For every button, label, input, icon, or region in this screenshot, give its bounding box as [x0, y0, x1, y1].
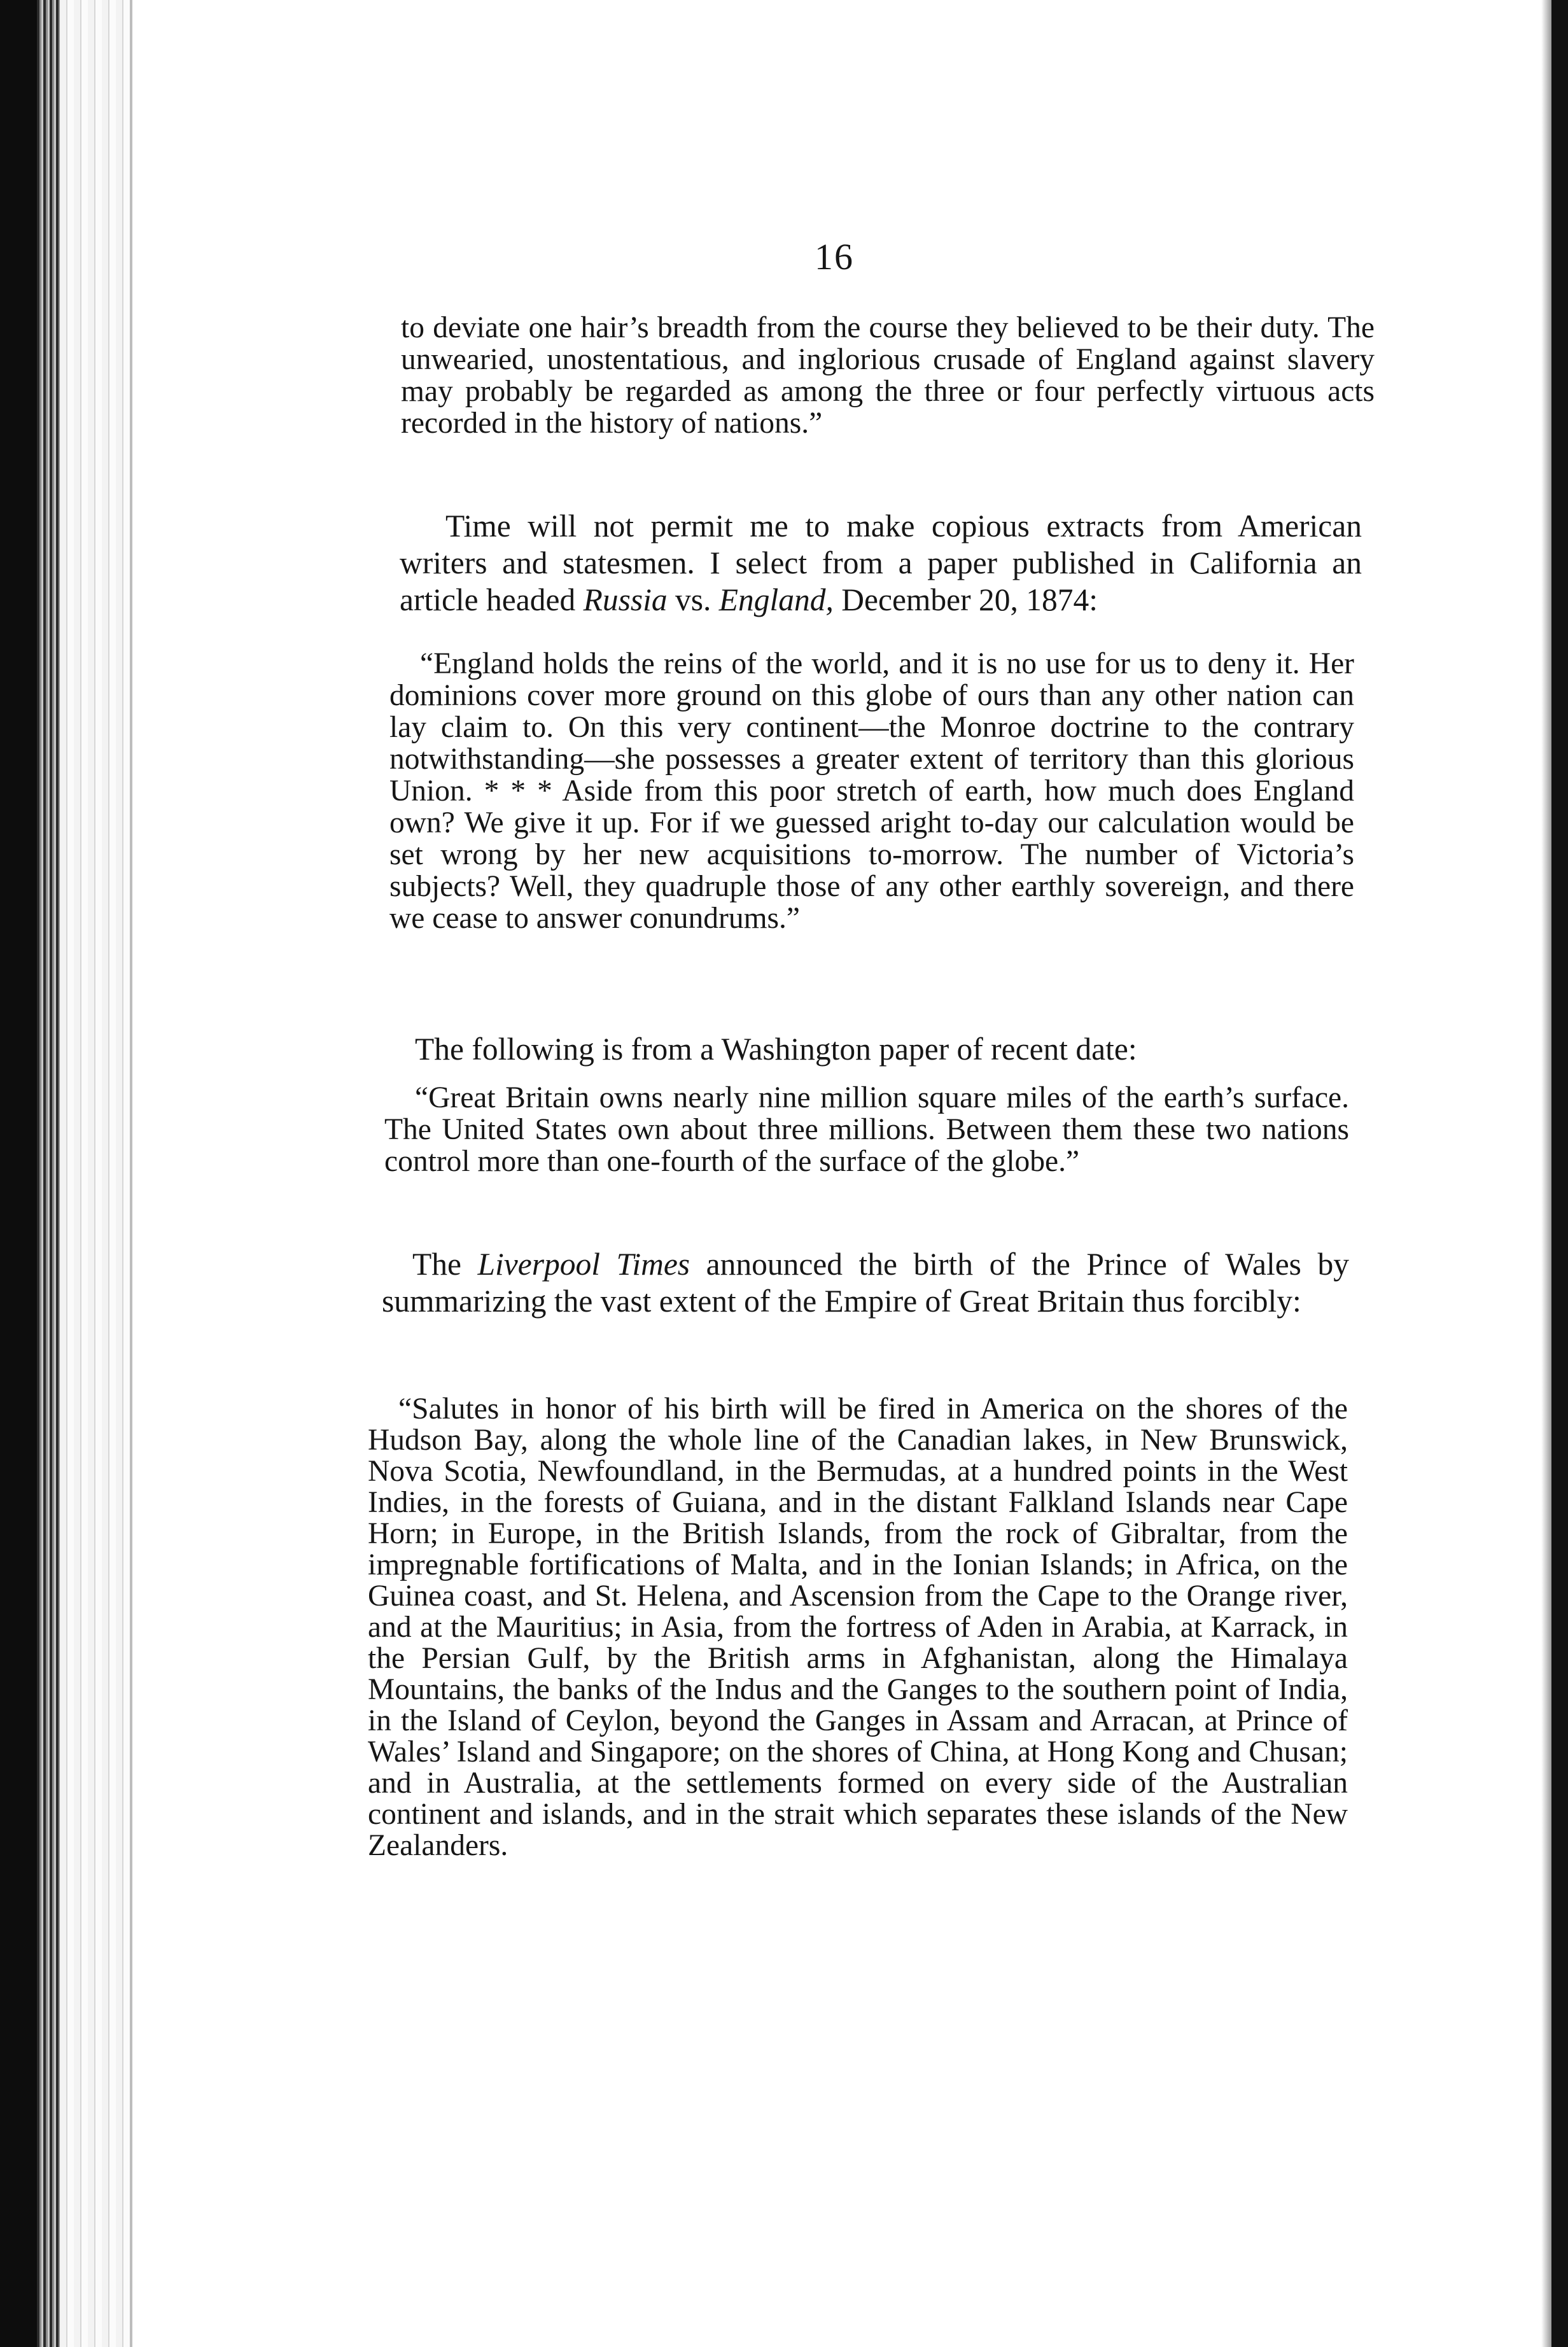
paragraph-quote-continuation: to deviate one hair’s breadth from the course they believed to be their duty. The unwearied, unostentatious, and inglorious crusade of England against slavery may probably be regarded as among the three or four perfectly virtuous acts recorded in the history of nations.” — [401, 311, 1375, 440]
scan-page-border — [130, 0, 132, 2347]
scan-binding-edge — [37, 0, 60, 2347]
scan-right-edge — [1551, 0, 1568, 2347]
paragraph-text: announced the birth of the Prince of Wales by summarizing the vast extent of the Empire of Great Britain thus forcibly: — [382, 1247, 1349, 1319]
scan-right-shadow — [1541, 0, 1551, 2347]
page-number: 16 — [815, 236, 854, 277]
italic-title-liverpool-times: Liverpool Times — [477, 1247, 690, 1282]
scan-page-edges — [60, 0, 130, 2347]
paragraph-text: vs. — [667, 582, 719, 617]
paragraph-text: The — [412, 1247, 478, 1282]
scan-binding-shadow — [0, 0, 37, 2347]
paragraph-quote-washington: “Great Britain owns nearly nine million square miles of the earth’s surface. The United States own about three millions. Between them these two nations control more than one-fourth of the surface of the globe.” — [384, 1081, 1349, 1178]
paragraph-washington-intro: The following is from a Washington paper of recent date: — [415, 1032, 1137, 1067]
italic-title-russia: Russia — [583, 582, 668, 617]
italic-title-england: England, — [718, 582, 834, 617]
paragraph-extracts-intro — [400, 508, 1362, 619]
paragraph-quote-salutes: “Salutes in honor of his birth will be fired in America on the shores of the Hudson Bay, along the whole line of the Canadian lakes, in New Brunswick, Nova Scotia, Newfoundland, in the Bermudas, at a hundred points in the West Indies, in the forests of Guiana, and in the distant Falkland Islands near Cape Horn; in Europe, in the British Islands, from the rock of Gibraltar, from the impregnable fortifications of Malta, and in the Ionian Islands; in Africa, on the Guinea coast, and St. Helena, and Ascension from the Cape to the Orange river, and at the Mauritius; in Asia, from the fortress of Aden in Arabia, at Karrack, in the Persian Gulf, by the British arms in Afghanistan, along the Himalaya Mountains, the banks of the Indus and the Ganges to the southern point of India, in the Island of Ceylon, beyond the Ganges in Assam and Arracan, at Prince of Wales’ Island and Singapore; on the shores of China, at Hong Kong and Chusan; and in Australia, at the settlements formed on every side of the Australian continent and islands, and in the strait which separates these islands of the New Zealanders. — [368, 1392, 1348, 1862]
paragraph-text: Time will not permit me to make copious extracts from American writers and statesmen. I select from a paper published in California an article headed — [400, 508, 1362, 617]
paragraph-liverpool-intro — [382, 1246, 1349, 1320]
paragraph-quote-california: “England holds the reins of the world, and it is no use for us to deny it. Her dominions cover more ground on this globe of ours than any other nation can lay claim to. On this very continent—the Monroe doctrine to the contrary notwithstanding—she possesses a greater extent of territory than this glorious Union. * * * Aside from this poor stretch of earth, how much does England own? We give it up. For if we guessed aright to-day our calculation would be set wrong by her new acquisitions to-morrow. The number of Victoria’s subjects? Well, they quadruple those of any other earthly sovereign, and there we cease to answer conundrums.” — [389, 647, 1354, 935]
paragraph-text: December 20, 1874: — [833, 582, 1098, 617]
